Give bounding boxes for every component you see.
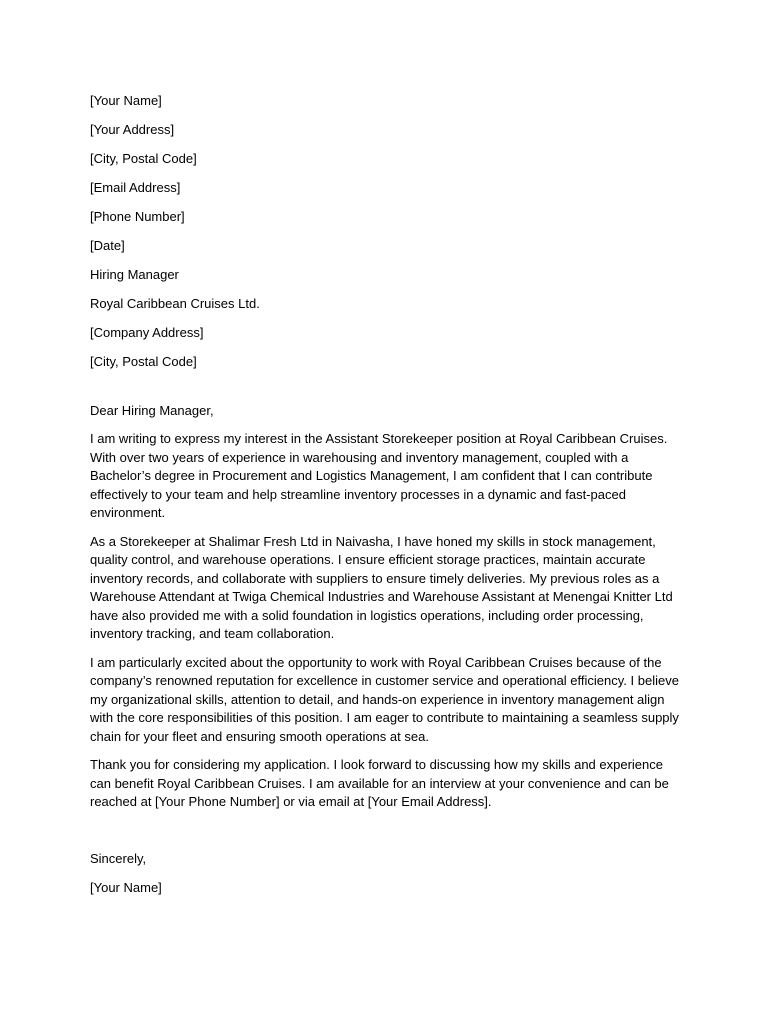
sender-city-postal: [City, Postal Code]: [90, 151, 197, 166]
body-paragraph: As a Storekeeper at Shalimar Fresh Ltd in Naivasha, I have honed my skills in stock management, quality control, and warehouse operations. I ensure efficient storage practices, maintain accurate inventory records, and collaborate with suppliers to ensure timely deliveries. My previous roles as a Warehouse Attendant at Twiga Chemical Industries and Warehouse Assistant at Menengai Knitter Ltd have also provided me with a solid foundation in logistics operations, including order processing, inventory tracking, and team collaboration.: [90, 533, 673, 641]
body-paragraph: Thank you for considering my application. I look forward to discussing how my skills and experience can benefit Royal Caribbean Cruises. I am available for an interview at your convenience and can be reached at [Your Phone Number] or via email at [Your Email Address].: [90, 757, 669, 809]
cover-letter: [90, 92, 682, 897]
sender-address: [Your Address]: [90, 122, 175, 137]
letter-date: [Date]: [90, 238, 125, 253]
closing: Sincerely,: [90, 850, 147, 866]
sender-name: [Your Name]: [90, 93, 162, 108]
recipient-company: Royal Caribbean Cruises Ltd.: [90, 296, 260, 311]
salutation: Dear Hiring Manager,: [90, 402, 214, 418]
body-paragraph: I am writing to express my interest in the Assistant Storekeeper position at Royal Caribbean Cruises. With over two years of experience in warehousing and inventory management, coupled with a Bachelor’s degree in Procurement and Logistics Management, I am confident that I can contribute effectively to your team and help streamline inventory processes in a dynamic and fast-paced environment.: [90, 431, 668, 520]
body-paragraph: I am particularly excited about the opportunity to work with Royal Caribbean Cruises because of the company’s renowned reputation for excellence in customer service and operational efficiency. I believe my organizational skills, attention to detail, and hands-on experience in inventory management align with the core responsibilities of this position. I am eager to contribute to maintaining a seamless supply chain for your fleet and ensuring smooth operations at sea.: [90, 654, 679, 744]
recipient-city-postal: [City, Postal Code]: [90, 354, 197, 369]
recipient-company-address: [Company Address]: [90, 325, 204, 340]
sender-phone: [Phone Number]: [90, 209, 185, 224]
sender-email: [Email Address]: [90, 180, 181, 195]
signature: [Your Name]: [90, 879, 162, 895]
recipient-title: Hiring Manager: [90, 267, 179, 282]
recipient-block: [90, 266, 682, 372]
sender-block: [90, 92, 682, 256]
